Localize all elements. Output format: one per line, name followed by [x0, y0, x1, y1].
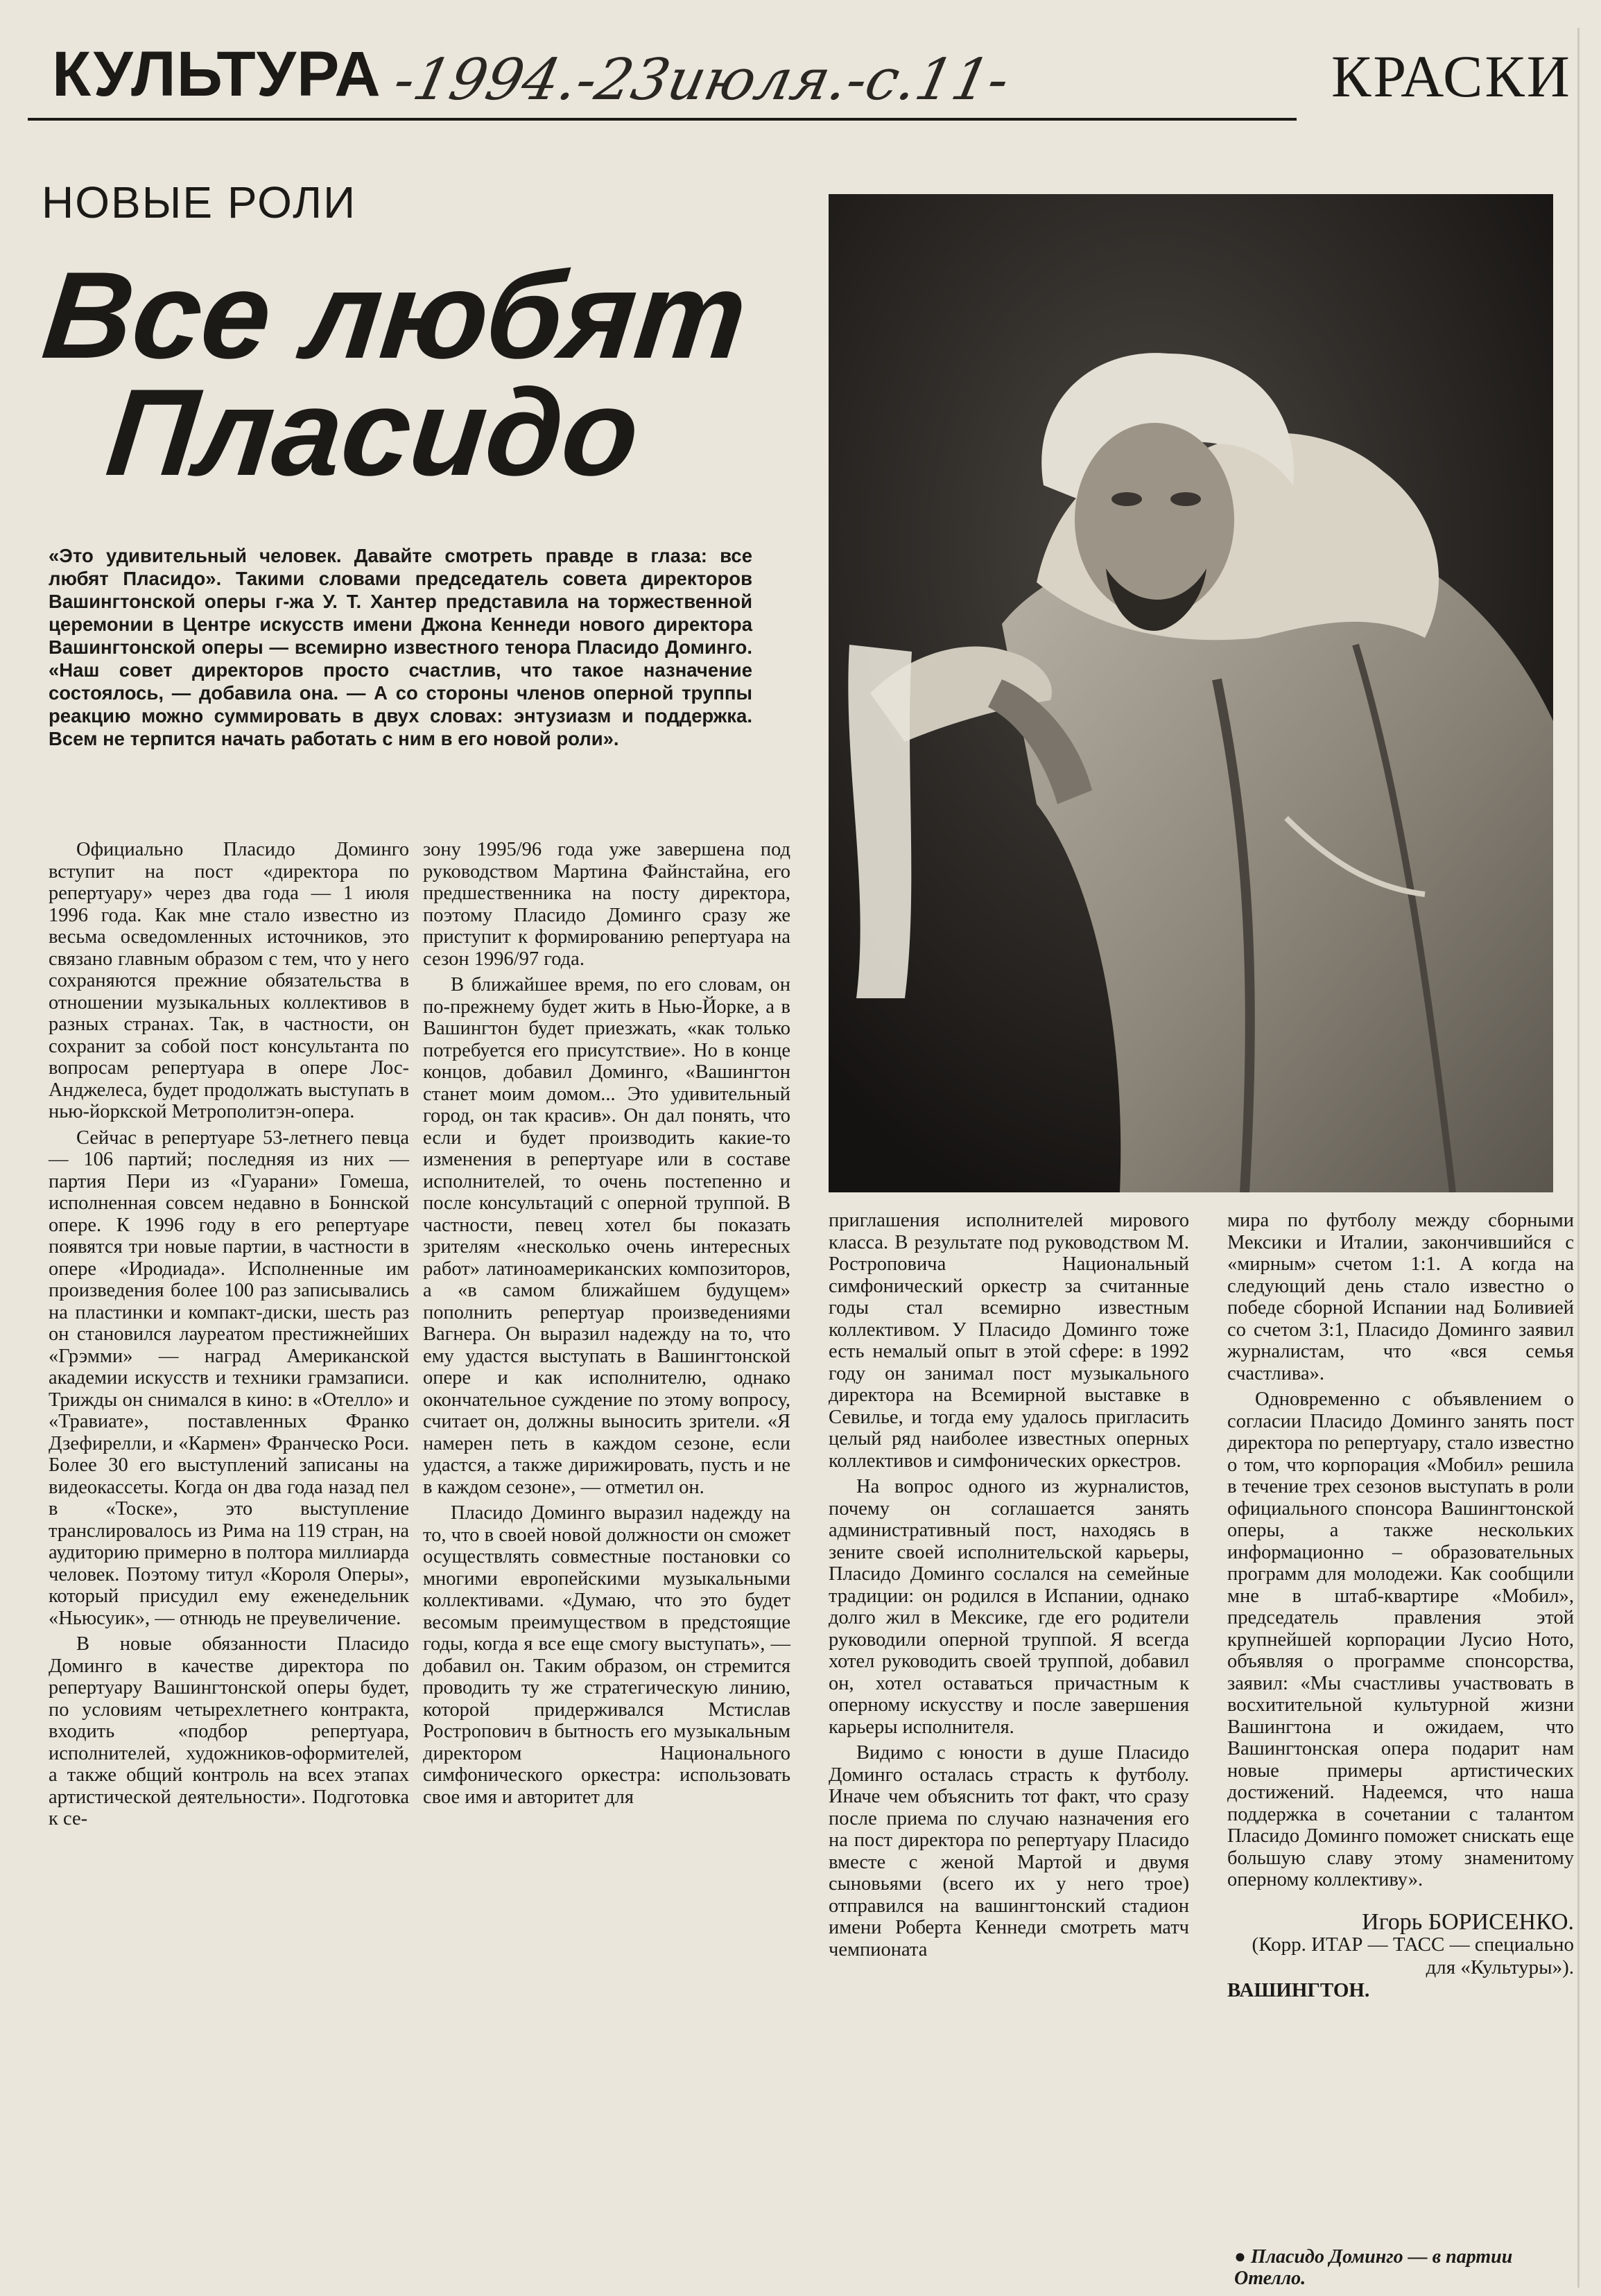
- paragraph: В ближайшее время, по его словам, он по-прежнему будет жить в Нью-Йорке, а в Вашингтон будет приезжать, «как только потребуется его присутствие». Но в конце концов, добавил Доминго, «Вашингтон станет моим домом... Это удивительный город, он так красив». Он дал понять, что если и будет производить какие-то изменения в репертуаре или в составе исполнителей, то очень постепенно и после консультаций с оперной труппой. В частности, певец хотел бы показать зрителям «несколько очень интересных работ» латиноамериканских композиторов, а «в самом ближайшем будущем» пополнить репертуар произведениями Вагнера. Он выразил надежду на то, что ему удастся выступать в Вашингтонской опере и как исполнителю, однако окончательное суждение по этому вопросу, считает он, должны выносить зрители. «Я намерен петь в каждом сезоне, если удастся, а также дирижировать, пусть и не в каждом сезоне», — отметил он.: [423, 974, 790, 1498]
- lead-paragraph: «Это удивительный человек. Давайте смотреть правде в глаза: все любят Пласидо». Такими словами председатель совета директоров Вашингтонской оперы г-жа У. Т. Хантер представила на торжественной церемонии в Центре искусств имени Джона Кеннеди нового директора Вашингтонской оперы — всемирно известного тенора Пласидо Доминго. «Наш совет директоров просто счастлив, что такое назначение состоялось, — добавила она. — А со стороны членов оперной труппы реакцию можно суммировать в двух словах: энтузиазм и поддержка. Всем не терпится начать работать с ним в его новой роли».: [49, 545, 752, 749]
- author-affiliation: (Корр. ИТАР — ТАСС — специально для «Культуры»).: [1252, 1933, 1574, 1978]
- section-name: КУЛЬТУРА: [52, 39, 381, 110]
- article-column-1: [49, 839, 409, 1830]
- article-column-3: [829, 1210, 1189, 1960]
- paragraph: В новые обязанности Пласидо Доминго в качестве директора по репертуару Вашингтонской оперы будет, по условиям четырехлетнего контракта, входить «подбор репертуара, исполнителей, художников-оформителей, а также общий контроль на всех этапах артистической деятельности». Подготовка к се-: [49, 1633, 409, 1829]
- byline: [1227, 1908, 1574, 2002]
- author-name: Игорь БОРИСЕНКО.: [1362, 1908, 1574, 1935]
- newspaper-header: [28, 21, 1574, 125]
- paragraph: Сейчас в репертуаре 53-летнего певца — 106 партий; последняя из них — партия Пери из «Гуарани» Гомеша, исполненная совсем недавно в Боннской опере. К 1996 году в его репертуаре появятся три новые партии, в частности в опере «Иродиада». Исполненные им произведения более 100 раз записывались на пластинки и компакт-диски, шесть раз он становился лауреатом престижнейших «Грэмми» — наград Американской академии искусств и техники грамзаписи. Трижды он снимался в кино: в «Отелло» и «Травиате», поставленных Франко Дзефирелли, и «Кармен» Франческо Роси. Более 30 его выступлений записаны на видеокассеты. Когда он два года назад пел в «Тоске», это выступление транслировалось из Рима на 119 стран, на аудиторию примерно в полтора миллиарда человек. Поэтому титул «Короля Оперы», который присудил ему еженедельник «Ньюсуик», — отнюдь не преувеличение.: [49, 1127, 409, 1629]
- paragraph: Одновременно с объявлением о согласии Пласидо Доминго занять пост директора по репертуару, стало известно о том, что корпорация «Мобил» решила в течение трех сезонов выступать в роли официального спонсора Вашингтонской оперы, а также нескольких информационно – образовательных программ для молодежи. Как сообщили мне в штаб-квартире «Мобил», председатель правления этой крупнейшей корпорации Лусио Ното, объявляя о программе спонсорства, заявил: «Мы счастливы участвовать в восхитительной культурной жизни Вашингтона и ожидаем, что Вашингтонская опера подарит нам новые примеры артистических достижений. Надеемся, что наша поддержка в сочетании с талантом Пласидо Доминго поможет снискать еще большую славу этому знаменитому оперному коллективу».: [1227, 1389, 1574, 1890]
- clipping-edge: [1577, 28, 1580, 2288]
- article-column-2: [423, 839, 790, 1808]
- paragraph: Официально Пласидо Доминго вступит на пост «директора по репертуару» через два года — 1 июля 1996 года. Как мне стало известно из весьма осведомленных источников, это связано главным образом с тем, что у него сохраняются прежние обязательства в отношении музыкальных коллективов в разных странах. Так, в частности, он сохранит за собой пост консультанта по вопросам репертуара в опере Лос-Анджелеса, будет продолжать выступать в нью-йоркской Метрополитэн-опера.: [49, 839, 409, 1122]
- headline-line-2: Пласидо: [101, 363, 646, 502]
- rubric: НОВЫЕ РОЛИ: [42, 177, 357, 227]
- adjacent-section-heading: КРАСКИ: [1331, 43, 1572, 110]
- headline: [26, 246, 813, 502]
- dateline-place: ВАШИНГТОН.: [1227, 1978, 1370, 2001]
- paragraph: мира по футболу между сборными Мексики и Италии, закончившийся с «мирным» счетом 1:1. А когда на следующий день стало известно о победе сборной Испании над Боливией со счетом 3:1, Пласидо Доминго заявил журналистам, что «вся семья счастлива».: [1227, 1210, 1574, 1384]
- paragraph: На вопрос одного из журналистов, почему он соглашается занять административный пост, находясь в зените своей исполнительской карьеры, Пласидо Доминго сослался на семейные традиции: он родился в Испании, однако долго жил в Мексике, где его родители руководили оперной труппой. Я всегда хотел руководить своей труппой, добавил он, хотел оставаться причастным к оперному искусству и после завершения карьеры исполнителя.: [829, 1476, 1189, 1738]
- paragraph: приглашения исполнителей мирового класса. В результате под руководством М. Ростроповича Национальный симфонический оркестр за считанные годы стал всемирно известным коллективом. У Пласидо Доминго тоже есть немалый опыт в этой сфере: в 1992 году он занимал пост музыкального директора на Всемирной выставке в Севилье, и тогда ему удалось пригласить целый ряд наиболее известных оперных коллективов и симфонических оркестров.: [829, 1210, 1189, 1472]
- photo-image: [829, 194, 1553, 1192]
- photo-caption: ● Пласидо Доминго — в партии Отелло.: [1234, 2246, 1513, 2289]
- header-rule: [28, 118, 1574, 123]
- photo-domingo-as-otello: [829, 194, 1553, 1192]
- headline-line-1: Все любят: [37, 246, 753, 384]
- article-column-4: [1227, 1210, 1574, 2002]
- paragraph: Пласидо Доминго выразил надежду на то, что в своей новой должности он сможет осуществлять совместные постановки со многими европейскими музыкальными коллективами. «Думаю, что это будет весомым преимуществом в предстоящие годы, когда я все еще смогу выступать», — добавил он. Таким образом, он стремится проводить ту же стратегическую линию, которой придерживался Мстислав Ростропович в бытность его музыкальным директором Национального симфонического оркестра: использовать свое имя и авторитет для: [423, 1502, 790, 1808]
- paragraph: зону 1995/96 года уже завершена под руководством Мартина Файнстайна, его предшественника на посту директора, поэтому Пласидо Доминго сразу же приступит к формированию репертуара на сезон 1996/97 года.: [423, 839, 790, 970]
- paragraph: Видимо с юности в душе Пласидо Доминго осталась страсть к футболу. Иначе чем объяснить тот факт, что сразу после приема по случаю назначения его на пост директора по репертуару Пласидо вместе с женой Мартой и двумя сыновьями (всего их у него трое) отправился на вашингтонский стадион имени Роберта Кеннеди смотреть матч чемпионата: [829, 1742, 1189, 1960]
- handwritten-date-note: -1994.-23июля.-с.11-: [388, 47, 1015, 113]
